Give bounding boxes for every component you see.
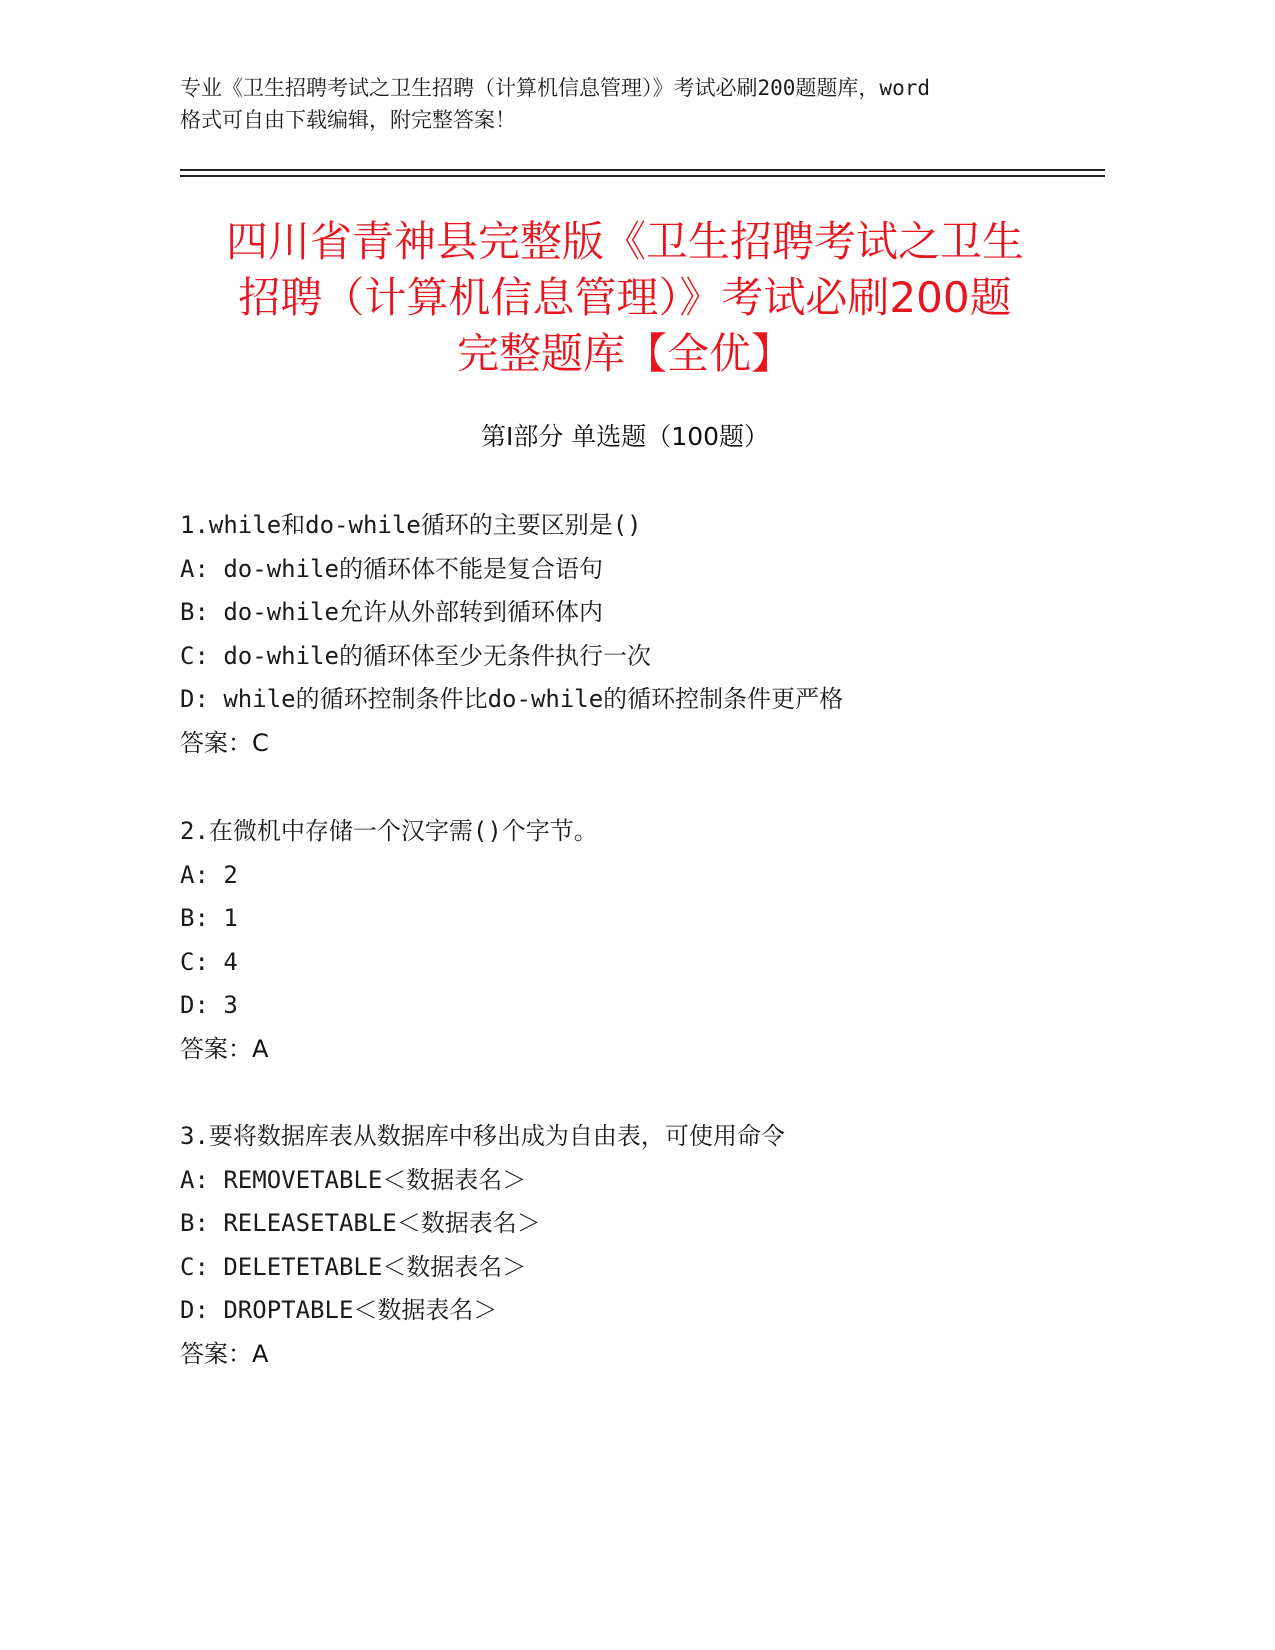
question-stem: 2.在微机中存储一个汉字需()个字节。 (180, 817, 598, 845)
document-title (180, 214, 1070, 382)
option-d: D: 3 (180, 991, 238, 1020)
document-title-line-2: 招聘（计算机信息管理）》考试必刷200题 (238, 273, 1012, 322)
answer-line: 答案：C (180, 728, 269, 757)
section-heading: 第I部分 单选题（100题） (480, 422, 770, 451)
answer-line: 答案：A (180, 1339, 269, 1368)
header-divider-bottom (180, 175, 1105, 177)
question-stem: 3.要将数据库表从数据库中移出成为自由表，可使用命令 (180, 1122, 785, 1150)
header-note-line-1: 专业《卫生招聘考试之卫生招聘（计算机信息管理）》考试必刷200题题库，word (180, 76, 930, 100)
question-block (180, 1119, 1080, 1381)
document-title-line-1: 四川省青神县完整版《卫生招聘考试之卫生 (225, 217, 1024, 266)
header-note (180, 72, 1080, 136)
option-d: D: while的循环控制条件比do-while的循环控制条件更严格 (180, 685, 844, 714)
option-a: A: do-while的循环体不能是复合语句 (180, 554, 603, 583)
header-divider-top (180, 169, 1105, 171)
question-block (180, 814, 1080, 1076)
answer-line: 答案：A (180, 1034, 269, 1063)
option-c: C: do-while的循环体至少无条件执行一次 (180, 641, 651, 670)
option-b: B: 1 (180, 904, 238, 933)
option-a: A: REMOVETABLE＜数据表名＞ (180, 1165, 527, 1194)
question-block (180, 508, 1080, 770)
document-title-line-3: 完整题库【全优】 (456, 329, 793, 378)
option-d: D: DROPTABLE＜数据表名＞ (180, 1296, 498, 1325)
option-b: B: RELEASETABLE＜数据表名＞ (180, 1209, 541, 1238)
header-note-line-2: 格式可自由下载编辑，附完整答案！ (180, 108, 516, 132)
option-a: A: 2 (180, 860, 238, 889)
option-c: C: DELETETABLE＜数据表名＞ (180, 1252, 527, 1281)
option-b: B: do-while允许从外部转到循环体内 (180, 598, 603, 627)
question-stem: 1.while和do-while循环的主要区别是() (180, 511, 642, 539)
option-c: C: 4 (180, 947, 238, 976)
